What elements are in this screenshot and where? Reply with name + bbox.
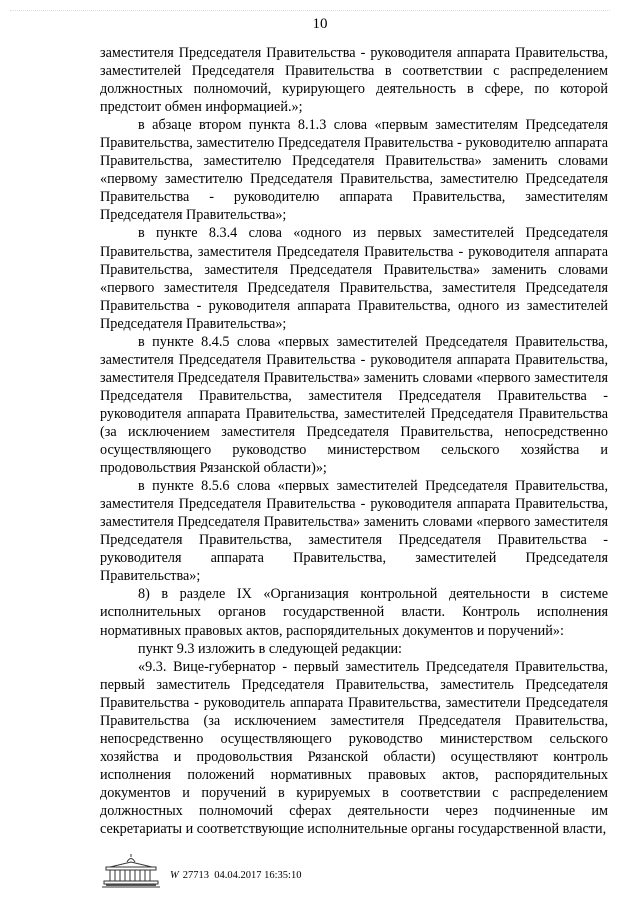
paragraph: 8) в разделе IX «Организация контрольной деятельности в системе исполнительных органов государственной власти. Контроль исполнения нормативных правовых актов, распорядительных документов и поручений»: <box>100 586 608 639</box>
document-datetime: 04.04.2017 16:35:10 <box>214 870 302 881</box>
government-building-icon <box>100 853 162 889</box>
document-body <box>100 44 608 838</box>
registration-mark: W <box>170 870 179 881</box>
paragraph: в пункте 8.3.4 слова «одного из первых заместителей Председателя Правительства, заместителя Председателя Правительства - руководителя аппарата Правительства, заместителя Председателя Правительства» заменить словами «первого заместителя Председателя Правительства, заместителя Председателя Правительства - руководителя аппарата Правительства, одного из заместителей Председателя Правительства»; <box>100 225 608 332</box>
paragraph: «9.3. Вице-губернатор - первый заместитель Председателя Правительства, первый заместитель Председателя Правительства, заместитель Председателя Правительства - руководитель аппарата Правительства, заместители Председателя Правительства (за исключением заместителя Председателя Правительства, непосредственно осуществляющего руководство министерством сельского хозяйства и продовольствия Рязанской области) осуществляют контроль исполнения положений нормативных правовых актов, распорядительных документов и поручений в курируемых в соответствии с распределением должностных полномочий сферах деятельности через подчиненные им секретариаты и соответствующие исполнительные органы государственной власти, <box>100 658 608 838</box>
document-number: 27713 <box>182 870 209 881</box>
document-registration-stamp <box>170 870 301 882</box>
document-footer <box>100 853 360 891</box>
scan-artifact-line <box>10 10 610 14</box>
paragraph: в пункте 8.5.6 слова «первых заместителей Председателя Правительства, заместителя Председателя Правительства - руководителя аппарата Правительства, заместителя Председателя Правительства» заменить словами «первого заместителя Председателя Правительства, заместителя Председателя Правительства - руководителя аппарата Правительства, заместителей Председателя Правительства»; <box>100 478 608 585</box>
paragraph: в абзаце втором пункта 8.1.3 слова «первым заместителям Председателя Правительства, заместителю Председателя Правительства - руководителю аппарата Правительства, заместителю Председателя Правительства» заменить словами «первому заместителю Председателя Правительства, заместителю Председателя Правительства - руководителю аппарата Правительства, заместителям Председателя Правительства»; <box>100 117 608 224</box>
paragraph: заместителя Председателя Правительства - руководителя аппарата Правительства, заместителей Председателя Правительства в соответствии с распределением должностных полномочий, курирующего деятельность в сфере, по которой предстоит обмен информацией.»; <box>100 45 608 116</box>
paragraph: в пункте 8.4.5 слова «первых заместителей Председателя Правительства, заместителя Председателя Правительства - руководителя аппарата Правительства, заместителя Председателя Правительства» заменить словами «первого заместителя Председателя Правительства, заместителя Председателя Правительства - руководителя аппарата Правительства, заместителей Председателя Правительства (за исключением заместителя Председателя Правительства, непосредственно осуществляющего руководство министерством сельского хозяйства и продовольствия Рязанской области)»; <box>100 333 608 477</box>
page-number: 10 <box>312 16 328 32</box>
paragraph: пункт 9.3 изложить в следующей редакции: <box>138 640 402 657</box>
